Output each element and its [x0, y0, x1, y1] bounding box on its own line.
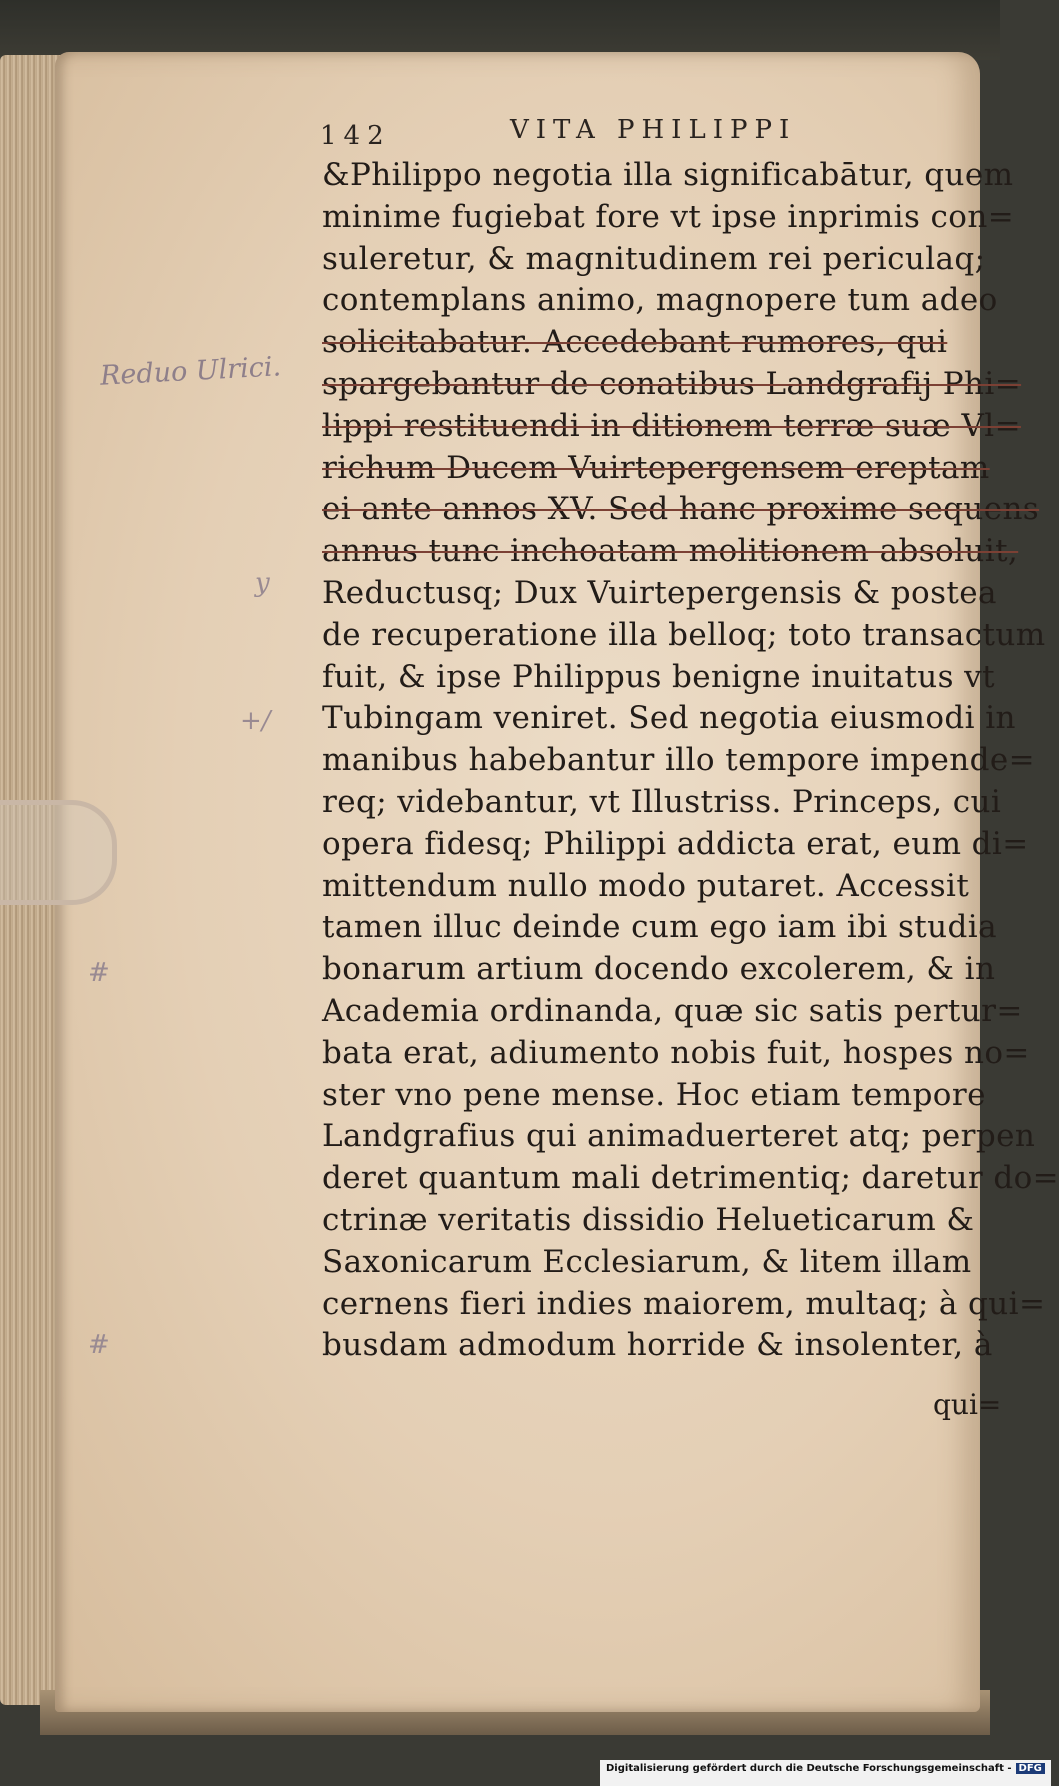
text-line: Tubingam veniret. Sed negotia eiusmodi in	[322, 700, 1016, 737]
page-number: 142	[320, 121, 391, 151]
marginal-note: Reduo Ulrici.	[99, 351, 282, 392]
text-line: cernens fieri indies maiorem, multaq; à qui=	[322, 1285, 1046, 1322]
running-head: VITA PHILIPPI	[510, 115, 797, 145]
body-text	[322, 155, 1059, 1367]
text-line: fuit, & ipse Philippus benigne inuitatus vt	[322, 658, 995, 695]
digitization-footer	[600, 1760, 1051, 1786]
margin-mark: #	[88, 958, 110, 988]
text-line: Academia ordinanda, quæ sic satis pertur=	[322, 992, 1023, 1029]
page-header	[320, 115, 920, 151]
dfg-logo: DFG	[1016, 1763, 1045, 1774]
footer-text: Digitalisierung gefördert durch die Deutsche Forschungsgemeinschaft -	[606, 1763, 1012, 1774]
text-line: ster vno pene mense. Hoc etiam tempore	[322, 1076, 986, 1113]
text-line-struck: lippi restituendi in ditionem terræ suæ Vl=	[322, 407, 1021, 444]
text-line: busdam admodum horride & insolenter, à	[322, 1327, 993, 1364]
text-line-struck: spargebantur de conatibus Landgrafij Phi=	[322, 365, 1022, 402]
text-line: Reductusq; Dux Vuirtepergensis & postea	[322, 574, 997, 611]
margin-mark: +/	[240, 706, 271, 736]
text-line: bonarum artium docendo excolerem, & in	[322, 951, 996, 988]
text-line: mittendum nullo modo putaret. Accessit	[322, 867, 970, 904]
text-line-struck: solicitabatur. Accedebant rumores, qui	[322, 324, 948, 361]
text-line: &Philippo negotia illa significabātur, quem	[322, 157, 1014, 193]
scan-background	[0, 0, 1000, 60]
text-line: ctrinæ veritatis dissidio Helueticarum &	[322, 1201, 975, 1238]
catchword: qui=	[933, 1388, 1002, 1421]
text-line: opera fidesq; Philippi addicta erat, eum di=	[322, 825, 1029, 862]
margin-mark: #	[88, 1330, 110, 1360]
text-line: minime fugiebat fore vt ipse inprimis con=	[322, 198, 1015, 235]
text-line: de recuperatione illa belloq; toto transactum	[322, 616, 1046, 653]
text-line-struck: richum Ducem Vuirtepergensem ereptam	[322, 449, 990, 486]
text-line: tamen illuc deinde cum ego iam ibi studia	[322, 909, 997, 946]
text-line: Saxonicarum Ecclesiarum, & litem illam	[322, 1243, 972, 1280]
text-line-struck: ei ante annos XV. Sed hanc proxime sequens	[322, 491, 1040, 528]
text-line: bata erat, adiumento nobis fuit, hospes no=	[322, 1034, 1030, 1071]
text-line: deret quantum mali detrimentiq; daretur do=	[322, 1160, 1059, 1197]
text-line: contemplans animo, magnopere tum adeo	[322, 282, 998, 319]
margin-mark: y	[255, 568, 270, 598]
page-clip	[0, 800, 117, 905]
text-line: req; videbantur, vt Illustriss. Princeps, cui	[322, 783, 1002, 820]
text-line: Landgrafius qui animaduerteret atq; perpen	[322, 1118, 1036, 1155]
text-line: suleretur, & magnitudinem rei periculaq;	[322, 240, 986, 277]
text-line: manibus habebantur illo tempore impende=	[322, 742, 1035, 779]
text-line-struck: annus tunc inchoatam molitionem absoluit,	[322, 533, 1019, 570]
